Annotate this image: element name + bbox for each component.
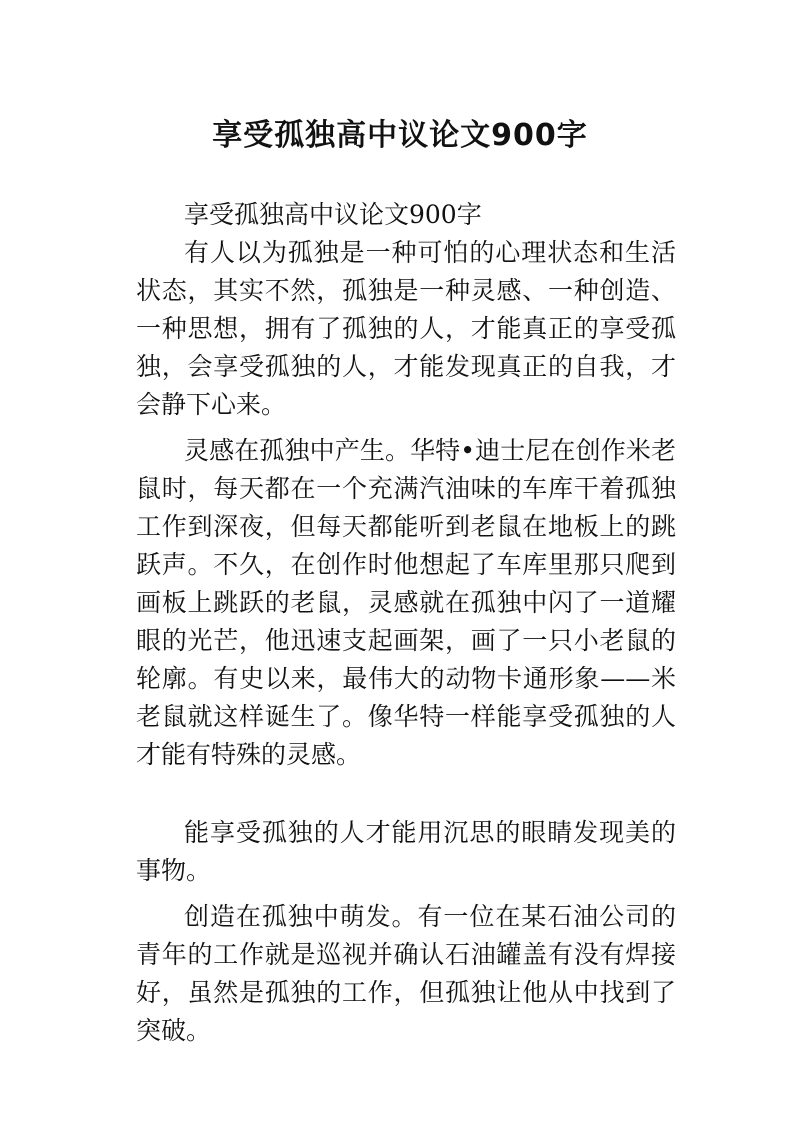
contemplation-paragraph: 能享受孤独的人才能用沉思的眼睛发现美的事物。 bbox=[136, 818, 676, 885]
creation-paragraph: 创造在孤独中萌发。有一位在某石油公司的青年的工作就是巡视并确认石油罐盖有没有焊接好，虽然是孤独的工作，但孤独让他从中找到了突破。 bbox=[136, 902, 676, 1045]
document-title: 享受孤独高中议论文900字 bbox=[212, 118, 588, 154]
inspiration-paragraph: 灵感在孤独中产生。华特•迪士尼在创作米老鼠时，每天都在一个充满汽油味的车库干着孤独工作到深夜，但每天都能听到老鼠在地板上的跳跃声。不久，在创作时他想起了车库里那只爬到画板上跳跃的老鼠，灵感就在孤独中闪了一道耀眼的光芒，他迅速支起画架，画了一只小老鼠的轮廓。有史以来，最伟大的动物卡通形象——米老鼠就这样诞生了。像华特一样能享受孤独的人才能有特殊的灵感。 bbox=[136, 436, 676, 769]
subtitle-paragraph: 享受孤独高中议论文900字 bbox=[184, 200, 482, 229]
intro-paragraph: 有人以为孤独是一种可怕的心理状态和生活状态，其实不然，孤独是一种灵感、一种创造、一种思想，拥有了孤独的人，才能真正的享受孤独，会享受孤独的人，才能发现真正的自我，才会静下心来。 bbox=[136, 238, 676, 419]
document-body bbox=[136, 196, 676, 1050]
